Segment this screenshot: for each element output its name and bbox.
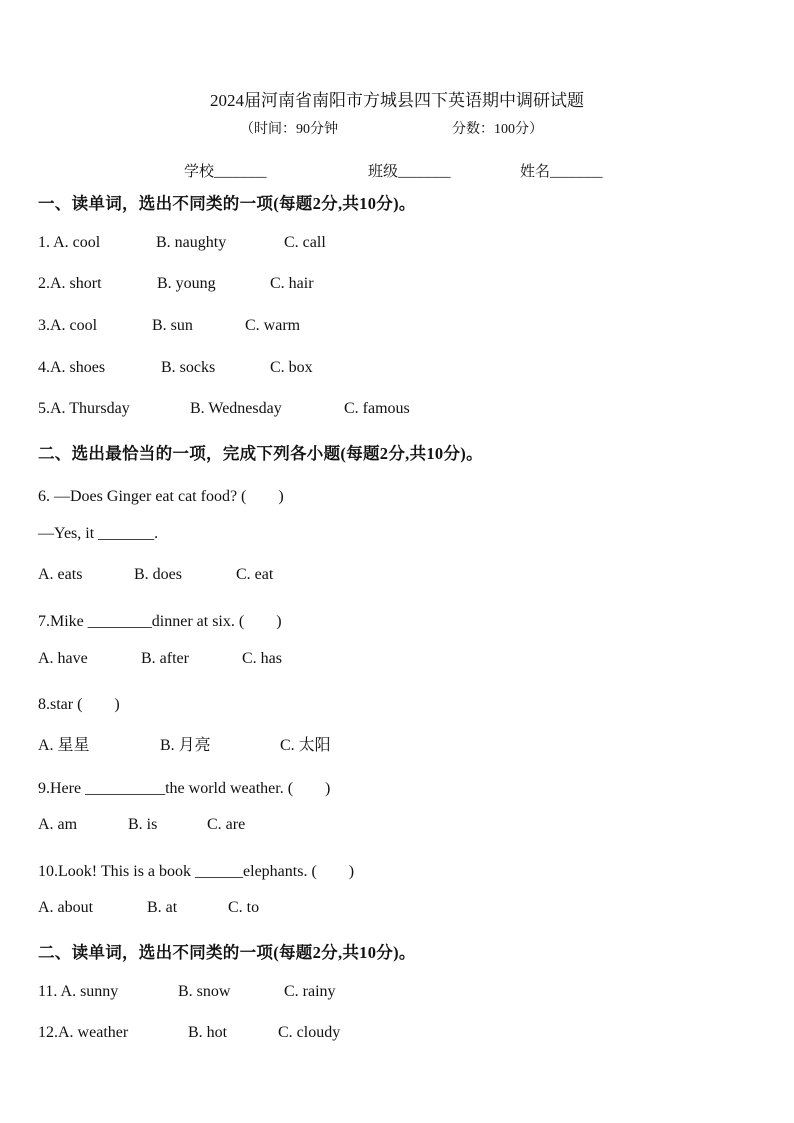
option-a: 3.A. cool [38, 317, 98, 334]
option-b: B. socks [161, 359, 216, 376]
option-b: B. is [128, 816, 158, 833]
option-a: 12.A. weather [38, 1024, 129, 1041]
question-stem: 10.Look! This is a book ______elephants. ( ) [38, 863, 355, 880]
question-stem: 6. —Does Ginger eat cat food? ( ) [38, 488, 284, 505]
option-a: A. am [38, 816, 78, 833]
question-answer-line: —Yes, it _______. [38, 525, 159, 542]
option-b: B. young [157, 275, 216, 292]
option-c: C. has [242, 650, 282, 667]
option-b: B. snow [178, 983, 231, 1000]
option-c: C. to [228, 899, 260, 916]
option-c: C. rainy [284, 983, 336, 1000]
option-a: 4.A. shoes [38, 359, 106, 376]
question-stem: 8.star ( ) [38, 696, 120, 713]
class-field: 班级_______ [368, 164, 451, 180]
option-a: 11. A. sunny [38, 983, 119, 1000]
option-b: B. naughty [156, 234, 227, 251]
option-b: B. after [141, 650, 189, 667]
option-c: C. cloudy [278, 1024, 341, 1041]
question-stem: 7.Mike ________dinner at six. ( ) [38, 613, 282, 630]
page-title: 2024届河南省南阳市方城县四下英语期中调研试题 [210, 91, 584, 110]
option-c: C. box [270, 359, 313, 376]
question-stem: 9.Here __________the world weather. ( ) [38, 780, 331, 797]
school-field: 学校_______ [184, 164, 267, 180]
option-c: C. 太阳 [280, 737, 331, 754]
option-a: A. 星星 [38, 737, 90, 754]
option-a: A. eats [38, 566, 83, 583]
option-c: C. famous [344, 400, 410, 417]
option-b: B. hot [188, 1024, 228, 1041]
option-c: C. eat [236, 566, 274, 583]
option-a: A. have [38, 650, 88, 667]
option-c: C. warm [245, 317, 301, 334]
option-c: C. call [284, 234, 326, 251]
option-c: C. hair [270, 275, 314, 292]
exam-time: （时间：90分钟 [240, 122, 338, 137]
option-a: 5.A. Thursday [38, 400, 130, 417]
option-b: B. 月亮 [160, 737, 211, 754]
section-1-heading: 一、读单词，选出不同类的一项(每题2分,共10分)。 [38, 194, 416, 213]
option-b: B. does [134, 566, 182, 583]
name-field: 姓名_______ [520, 164, 603, 180]
section-2-heading: 二、选出最恰当的一项，完成下列各小题(每题2分,共10分)。 [38, 444, 483, 463]
option-b: B. Wednesday [190, 400, 282, 417]
exam-score: 分数：100分） [452, 122, 543, 137]
option-b: B. at [147, 899, 178, 916]
option-b: B. sun [152, 317, 193, 334]
option-a: A. about [38, 899, 94, 916]
option-a: 2.A. short [38, 275, 102, 292]
option-c: C. are [207, 816, 246, 833]
section-3-heading: 二、读单词，选出不同类的一项(每题2分,共10分)。 [38, 943, 416, 962]
option-a: 1. A. cool [38, 234, 101, 251]
